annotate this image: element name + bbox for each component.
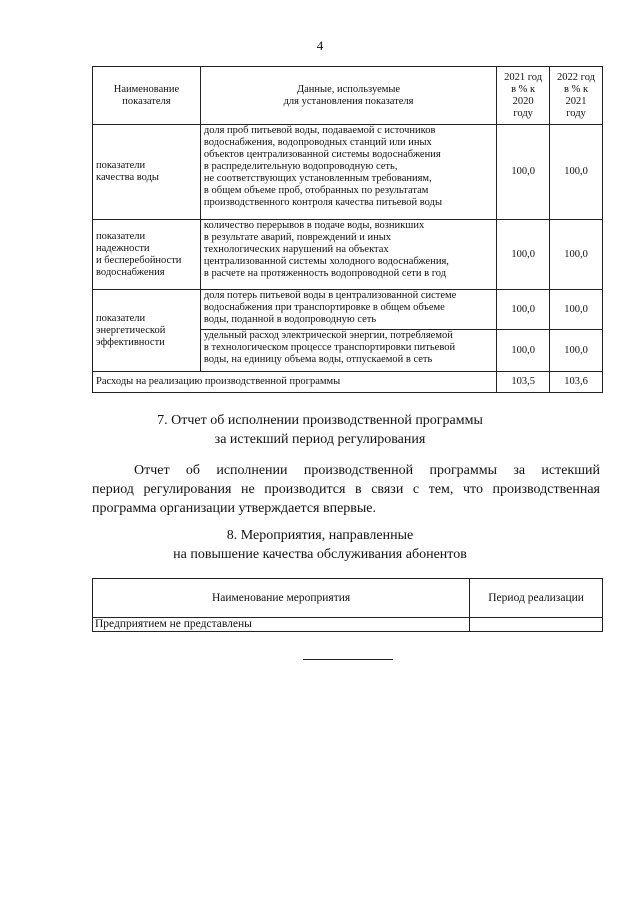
value-2021: 100,0: [497, 220, 550, 290]
section-7-heading: 7. Отчет об исполнении производственной программы за истекший период регулирования: [157, 413, 483, 447]
header-indicator-name: Наименование показателя: [93, 67, 201, 125]
measures-row-period: [470, 618, 603, 632]
row-name-reliability: показатели надежности и бесперебойности водоснабжения: [93, 220, 201, 290]
page-number: 4: [316, 38, 324, 53]
section-8-heading: 8. Мероприятия, направленные на повышение качества обслуживания абонентов: [173, 528, 467, 562]
table-total-row: [93, 372, 603, 393]
section-7-paragraph: Отчет об исполнении производственной программы за истекший период регулирования не производится в связи с тем, что производственная программа организации утверждается впервые.: [92, 463, 600, 516]
table-row: [93, 618, 603, 632]
total-label: Расходы на реализацию производственной программы: [93, 372, 497, 393]
measures-table: [92, 578, 603, 632]
row-data-water-quality: доля проб питьевой воды, подаваемой с источников водоснабжения, водопроводных станций или иных объектов централизованной системы водоснабжения в распределительную водопроводную сеть, не соответствующих установленным требованиям, в общем объеме проб, отобранных по результатам производственного контроля качества питьевой воды: [200, 125, 496, 220]
value-2021: 100,0: [497, 290, 550, 330]
header-event-name: Наименование мероприятия: [93, 579, 470, 618]
value-2021: 100,0: [497, 330, 550, 372]
table-row: [93, 125, 603, 220]
header-indicator-data: Данные, используемые для установления показателя: [200, 67, 496, 125]
table-row: [93, 220, 603, 290]
row-data-electricity: удельный расход электрической энергии, потребляемой в технологическом процессе транспортировки питьевой воды, на единицу объема воды, отпускаемой в сеть: [200, 330, 496, 372]
measures-header-row: [93, 579, 603, 618]
indicators-header-row: [93, 67, 603, 125]
measures-row-text: Предприятием не представлены: [93, 618, 470, 632]
header-2022: 2022 год в % к 2021 году: [550, 67, 603, 125]
header-period: Период реализации: [470, 579, 603, 618]
table-row: [93, 290, 603, 330]
indicators-table: [92, 66, 603, 393]
closing-rule: [303, 659, 393, 660]
row-data-water-losses: доля потерь питьевой воды в централизованной системе водоснабжения при транспортировке в общем объеме воды, поданной в водопроводную сеть: [200, 290, 496, 330]
value-2022: 100,0: [550, 290, 603, 330]
row-data-reliability: количество перерывов в подаче воды, возникших в результате аварий, повреждений и иных технологических нарушений на объектах централизованной системы холодного водоснабжения, в расчете на протяженность водопроводной сети в год: [200, 220, 496, 290]
total-2022: 103,6: [550, 372, 603, 393]
header-2021: 2021 год в % к 2020 году: [497, 67, 550, 125]
row-name-water-quality: показатели качества воды: [93, 125, 201, 220]
value-2022: 100,0: [550, 220, 603, 290]
value-2022: 100,0: [550, 330, 603, 372]
row-name-energy-efficiency: показатели энергетической эффективности: [93, 290, 201, 372]
value-2022: 100,0: [550, 125, 603, 220]
total-2021: 103,5: [497, 372, 550, 393]
value-2021: 100,0: [497, 125, 550, 220]
